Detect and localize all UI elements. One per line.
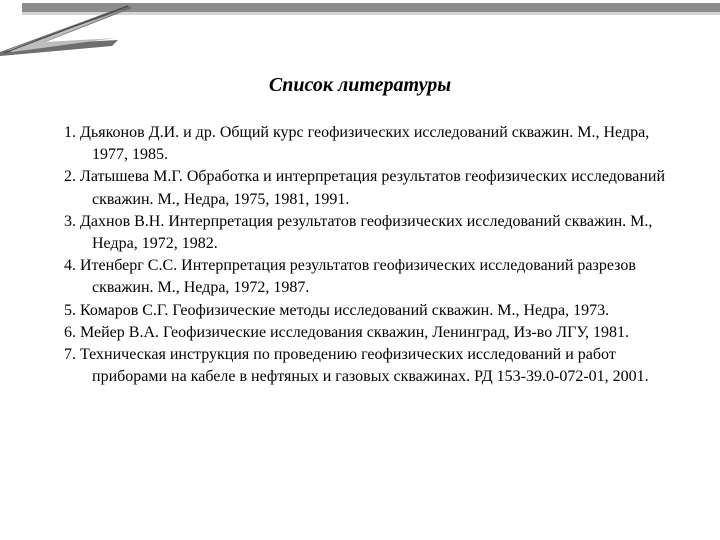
page-title <box>0 74 720 97</box>
reference-item-3: 3. Дахнов В.Н. Интерпретация результатов геофизических исследований скважин. М., Недра, 1972, 1982. <box>64 212 653 253</box>
header-bar-light <box>22 12 720 15</box>
reference-item-2: 2. Латышева М.Г. Обработка и интерпретация результатов геофизических исследований скважин. М., Недра, 1975, 1981, 1991. <box>64 168 666 208</box>
page-title-text: Список литературы <box>268 74 452 96</box>
reference-item-5: 5. Комаров С.Г. Геофизические методы исследований скважин. М., Недра, 1973. <box>64 301 610 319</box>
reference-item-6: 6. Мейер В.А. Геофизические исследования скважин, Ленинград, Из-во ЛГУ, 1981. <box>64 323 630 341</box>
reference-item-1: 1. Дьяконов Д.И. и др. Общий курс геофизических исследований скважин. М., Недра, 1977, 1985. <box>64 124 650 164</box>
reference-item-7: 7. Техническая инструкция по проведению геофизических исследований и работ приборами на кабеле в нефтяных и газовых скважинах. РД 153-39.0-072-01, 2001. <box>64 346 649 386</box>
header-decoration <box>0 0 720 60</box>
reference-list <box>64 122 684 388</box>
reference-item-4: 4. Итенберг С.С. Интерпретация результатов геофизических исследований разрезов скважин. М., Недра, 1972, 1987. <box>64 257 636 297</box>
